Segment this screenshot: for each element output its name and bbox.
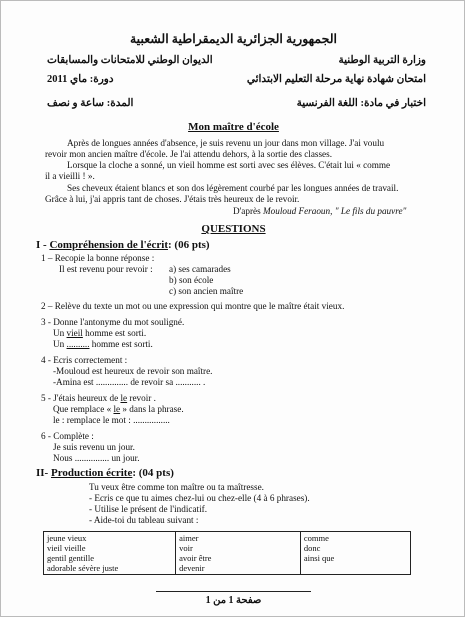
verbs-cell <box>176 532 301 575</box>
q1-option: b) son école <box>169 275 214 285</box>
q5-label-pre: 5 - J'étais heureux de <box>41 393 121 403</box>
ministry-label: وزارة التربية الوطنية <box>338 55 426 66</box>
vocab-word: devenir <box>179 563 205 573</box>
vocab-word: voir <box>179 543 193 553</box>
part2-line: - Ecris ce que tu aimes chez-lui ou chez-elle (4 à 6 phrases). <box>89 493 310 503</box>
table-row <box>44 532 411 575</box>
part1-number: I - <box>36 239 50 251</box>
vocab-word: adorable sévère juste <box>47 563 119 573</box>
q6-line2: Nous ............... un jour. <box>53 453 140 463</box>
passage-line: il a vieilli ! ». <box>45 171 95 181</box>
q3-line2-post: homme est sorti. <box>89 339 153 349</box>
q6-line1: Je suis revenu un jour. <box>53 442 135 452</box>
q3-line1 <box>53 328 146 340</box>
q5-line2: le : remplace le mot : ................ <box>53 415 170 425</box>
passage-line: revoir mon ancien maître d'école. Je l'ai attendu dehors, à la sortie des classes. <box>45 149 332 159</box>
q5-label <box>41 393 156 405</box>
q1-option: c) son ancien maître <box>169 286 244 296</box>
q5-line1 <box>53 404 184 416</box>
q5-label-post: revoir . <box>127 393 156 403</box>
subject-label: اختبار في مادة: اللغة الفرنسية <box>296 98 426 109</box>
vocab-word: avoir être <box>179 553 212 563</box>
office-label: الديوان الوطني للامتحانات والمسابقات <box>47 55 213 66</box>
q5-line1-word: le <box>113 404 121 414</box>
vocab-word: donc <box>303 543 321 553</box>
vocab-word: ainsi que <box>303 553 335 563</box>
q2-text: 2 – Relève du texte un mot ou une expression qui montre que le maître était vieux. <box>41 301 345 311</box>
vocab-word: vieil vieille <box>47 543 86 553</box>
connectors-cell <box>300 532 410 575</box>
republic-heading: الجمهورية الجزائرية الديمقراطية الشعبية <box>129 32 338 46</box>
q3-label: 3 - Donne l'antonyme du mot souligné. <box>41 317 185 327</box>
vocab-word: comme <box>303 533 329 543</box>
duration-label: المدة: ساعة و نصف <box>47 98 134 109</box>
q3-line1-pre: Un <box>53 328 67 338</box>
q1-label: 1 – Recopie la bonne réponse : <box>41 253 155 263</box>
q3-line1-post: homme est sorti. <box>82 328 147 338</box>
footer-divider <box>156 591 311 592</box>
vocab-word: aimer <box>179 533 199 543</box>
part1-heading <box>36 239 210 251</box>
part1-title: Compréhension de l'écrit <box>49 239 168 251</box>
part2-line: Tu veux être comme ton maître ou ta maîtresse. <box>89 482 264 492</box>
q4-line1: -Mouloud est heureux de revoir son maître. <box>53 366 213 376</box>
part2-title: Production écrite <box>50 467 133 479</box>
q3-line2-pre: Un <box>53 339 67 349</box>
session-label: دورة: ماي 2011 <box>47 74 114 85</box>
passage-source <box>233 206 406 218</box>
passage-line: Grâce à lui, j'ai appris tant de choses. J'étais très heureux de le revoir. <box>45 194 300 204</box>
q5-line1-pre: Que remplace « <box>53 404 114 414</box>
vocab-word: gentil gentille <box>47 553 94 563</box>
q3-underlined-word: vieil <box>66 328 83 338</box>
q3-line2 <box>53 339 153 351</box>
part2-points: : (04 pts) <box>132 467 174 479</box>
source-book: " Le fils du pauvre" <box>332 206 407 216</box>
q3-blank: .......... <box>66 339 90 349</box>
vocab-table <box>43 531 411 575</box>
passage-line: Ses cheveux étaient blancs et son dos légèrement courbé par les longues années de travail. <box>67 183 399 193</box>
q1-option: a) ses camarades <box>169 264 231 274</box>
page-number: صفحة 1 من 1 <box>205 595 262 606</box>
questions-title: QUESTIONS <box>201 223 266 235</box>
exam-label: امتحان شهادة نهاية مرحلة التعليم الابتدائي <box>246 74 426 85</box>
q5-line1-post: » dans la phrase. <box>120 404 184 414</box>
q1-stem: Il est revenu pour revoir : <box>59 264 153 274</box>
text-title: Mon maître d'école <box>188 121 279 133</box>
adjectives-cell <box>44 532 176 575</box>
q6-label: 6 - Complète : <box>41 431 94 441</box>
q4-line2: -Amina est .............. de revoir sa ........... . <box>53 377 206 387</box>
passage-line: Après de longues années d'absence, je suis revenu un jour dans mon village. J'ai voulu <box>67 138 385 148</box>
vocab-word: jeune vieux <box>47 533 87 543</box>
q4-label: 4 - Ecris correctement : <box>41 355 128 365</box>
source-author: Mouloud Feraoun, <box>262 206 333 216</box>
part2-line: - Utilise le présent de l'indicatif. <box>89 504 207 514</box>
part1-points: : (06 pts) <box>168 239 210 251</box>
part2-heading <box>36 467 174 479</box>
q5-underlined-word: le <box>120 393 128 403</box>
part2-number: II- <box>36 467 51 479</box>
part2-line: - Aide-toi du tableau suivant : <box>89 515 199 525</box>
passage-line: Lorsque la cloche a sonné, un vieil homme est sorti avec ses élèves. C'était lui « comme <box>67 160 391 170</box>
source-prefix: D'après <box>233 206 263 216</box>
